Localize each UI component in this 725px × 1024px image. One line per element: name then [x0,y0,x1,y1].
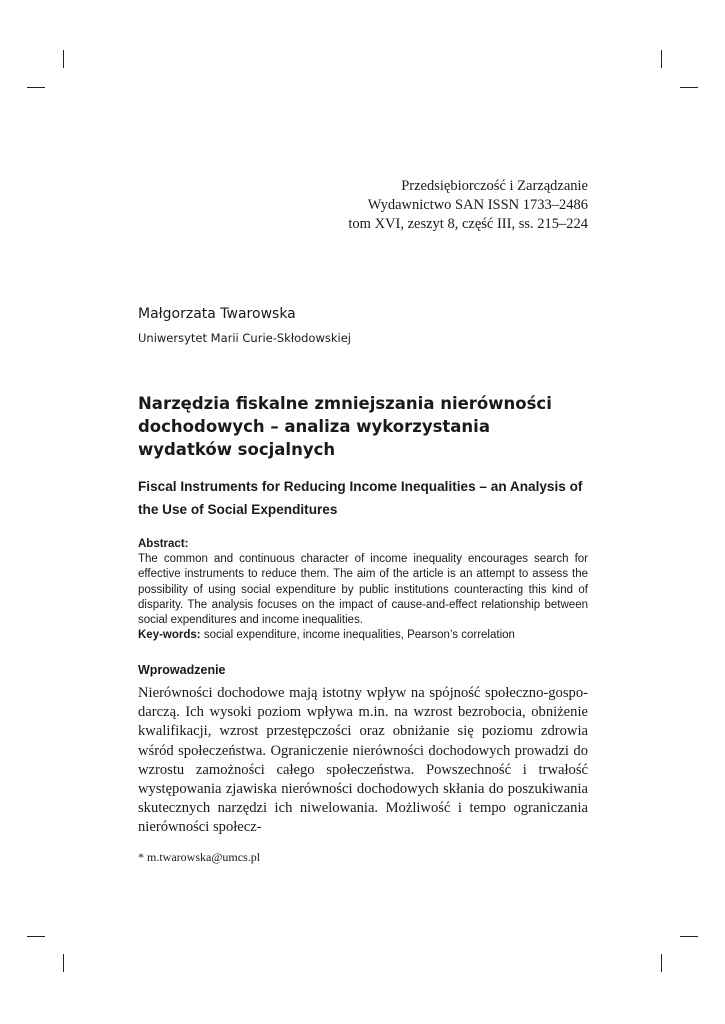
journal-info [348,177,588,234]
keywords-label: Key-words: [138,629,201,642]
crop-mark-top-right-horizontal [680,87,698,88]
title-english: Fiscal Instruments for Reducing Income Inequalities – an Analysis of the Use of Social Expenditures [138,479,583,517]
crop-mark-bottom-left-horizontal [27,936,45,937]
abstract-label: Abstract: [138,538,189,550]
volume-pages: tom XVI, zeszyt 8, część III, ss. 215–224 [348,216,588,232]
section-heading: Wprowadzenie [138,663,226,677]
author-affiliation: Uniwersytet Marii Curie-Skłodowskiej [138,331,351,345]
section-body: Nierówności dochodowe mają istotny wpływ na spójność społeczno-gospodarczą. Ich wysoki poziom wpływa m.in. na wzrost bezrobocia, obniżenie kwalifikacji, wzrost przestępczości oraz obniżanie się poziomu zdrowia wśród społeczeństwa. Ograniczenie nierówności dochodowych prowadzi do wzrostu zamożności całego społeczeństwa. Powszechność i trwałość występowania zjawiska nierówności dochodowych skłania do poszukiwania skutecznych narzędzi ich niwelowania. Możliwość i tempo ograniczania nierówności społecz- [138,685,588,836]
keywords-line [138,628,588,643]
journal-name: Przedsiębiorczość i Zarządzanie [401,178,588,194]
crop-mark-bottom-right-horizontal [680,936,698,937]
crop-mark-bottom-right-vertical [661,954,662,972]
crop-mark-top-right-vertical [661,50,662,68]
crop-mark-bottom-left-vertical [63,954,64,972]
publisher-issn: Wydawnictwo SAN ISSN 1733–2486 [367,197,588,213]
crop-mark-top-left-vertical [63,50,64,68]
author-name: Małgorzata Twarowska [138,306,296,322]
title-polish: Narzędzia fiskalne zmniejszania nierówności dochodowych – analiza wykorzystania wydatków socjalnych [138,394,552,459]
keywords-text: social expenditure, income inequalities, Pearson’s correlation [203,629,515,642]
abstract-text: The common and continuous character of income inequality encourages search for effective instruments to reduce them. The aim of the article is an attempt to assess the possibility of using social expenditure by public institutions counteracting this kind of disparity. The analysis focuses on the impact of cause-and-effect relationship between social expenditures and income inequalities. [138,553,588,627]
abstract-block [138,537,588,643]
crop-mark-top-left-horizontal [27,87,45,88]
footnote-email: * m.twarowska@umcs.pl [138,850,261,864]
